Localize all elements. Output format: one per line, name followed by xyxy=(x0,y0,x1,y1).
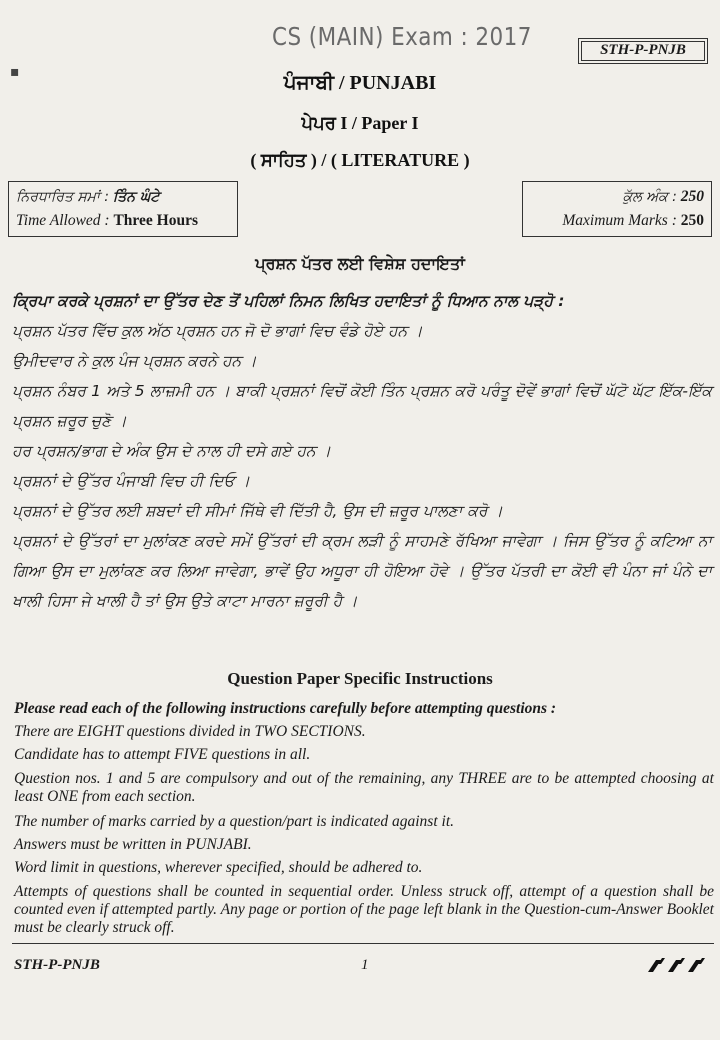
page-number: 1 xyxy=(361,957,369,973)
footer-divider xyxy=(12,943,714,944)
pa-instruction-line: ਪ੍ਰਸ਼ਨ ਨੰਬਰ 1 ਅਤੇ 5 ਲਾਜ਼ਮੀ ਹਨ । ਬਾਕੀ ਪ੍ਰਸ਼ਨਾਂ ਵਿਚੋਂ ਕੋਈ ਤਿੰਨ ਪ੍ਰਸ਼ਨ ਕਰੋ ਪਰੰਤੂ ਦੋਵੇਂ ਭਾਗਾਂ ਵਿਚੋਂ ਘੱਟੋ ਘੱਟ ਇੱਕ-ਇੱਕ ਪ੍ਰਸ਼ਨ ਜ਼ਰੂਰ ਚੁਣੋ । xyxy=(12,382,712,430)
pa-instruction-line: ਪ੍ਰਸ਼ਨਾਂ ਦੇ ਉੱਤਰ ਪੰਜਾਬੀ ਵਿਚ ਹੀ ਦਿਓ । xyxy=(12,472,251,490)
en-instruction-line: Please read each of the following instructions carefully before attempting questions : xyxy=(14,700,557,717)
footer-paper-code: STH-P-PNJB xyxy=(14,957,100,973)
en-instruction-line: Candidate has to attempt FIVE questions in all. xyxy=(14,746,311,763)
marks-value-pa: 250 xyxy=(680,188,704,205)
punjabi-instructions-heading: ਪ੍ਰਸ਼ਨ ਪੱਤਰ ਲਈ ਵਿਸ਼ੇਸ਼ ਹਦਾਇਤਾਂ xyxy=(255,254,465,273)
pa-instruction-line: ਪ੍ਰਸ਼ਨ ਪੱਤਰ ਵਿੱਚ ਕੁਲ ਅੱਠ ਪ੍ਰਸ਼ਨ ਹਨ ਜੋ ਦੋ ਭਾਗਾਂ ਵਿਚ ਵੰਡੇ ਹੋਏ ਹਨ । xyxy=(12,322,423,340)
paper-title: ਪੇਪਰ I / Paper I xyxy=(301,113,419,133)
pa-instruction-line: ਪ੍ਰਸ਼ਨਾਂ ਦੇ ਉੱਤਰਾਂ ਦਾ ਮੁਲਾਂਕਣ ਕਰਦੇ ਸਮੇਂ ਉੱਤਰਾਂ ਦੀ ਕ੍ਰਮ ਲੜੀ ਨੂੰ ਸਾਹਮਣੇ ਰੱਖਿਆ ਜਾਵੇਗਾ । ਜਿਸ ਉੱਤਰ ਨੂੰ ਕਟਿਆ ਨਾ ਗਿਆ ਉਸ ਦਾ ਮੁਲਾਂਕਣ ਕਰ ਲਿਆ ਜਾਵੇਗਾ, ਭਾਵੇਂ ਉਹ ਅਧੂਰਾ ਹੀ ਹੋਇਆ ਹੋਵੇ । ਉੱਤਰ ਪੱਤਰੀ ਦਾ ਕੋਈ ਵੀ ਪੰਨਾ ਜਾਂ ਪੰਨੇ ਦਾ ਖਾਲੀ ਹਿਸਾ ਜੇ ਖਾਲੀ ਹੈ ਤਾਂ ਉਸ ਉਤੇ ਕਾਟਾ ਮਾਰਨਾ ਜ਼ਰੂਰੀ ਹੈ । xyxy=(12,532,712,610)
en-instruction-line: Answers must be written in PUNJABI. xyxy=(14,836,252,853)
english-instructions xyxy=(14,697,714,937)
time-allowed-box xyxy=(8,181,238,237)
paper-code: STH-P-PNJB xyxy=(600,42,686,58)
maximum-marks-box xyxy=(522,181,712,237)
pa-instruction-line: ਕ੍ਰਿਪਾ ਕਰਕੇ ਪ੍ਰਸ਼ਨਾਂ ਦਾ ਉੱਤਰ ਦੇਣ ਤੋਂ ਪਹਿਲਾਂ ਨਿਮਨ ਲਿਖਿਤ ਹਦਾਇਤਾਂ ਨੂੰ ਧਿਆਨ ਨਾਲ ਪੜ੍ਹੋ : xyxy=(12,292,565,310)
marks-pa xyxy=(530,185,704,209)
time-value-pa: ਤਿੰਨ ਘੰਟੇ xyxy=(112,189,160,205)
pa-instruction-line: ਪ੍ਰਸ਼ਨਾਂ ਦੇ ਉੱਤਰ ਲਈ ਸ਼ਬਦਾਂ ਦੀ ਸੀਮਾਂ ਜਿੱਥੇ ਵੀ ਦਿੱਤੀ ਹੈ, ਉਸ ਦੀ ਜ਼ਰੂਰ ਪਾਲਣਾ ਕਰੋ । xyxy=(12,502,503,520)
paper-code-box xyxy=(578,38,708,64)
pa-instruction-line: ਉਮੀਦਵਾਰ ਨੇ ਕੁਲ ਪੰਜ ਪ੍ਰਸ਼ਨ ਕਰਨੇ ਹਨ । xyxy=(12,352,257,370)
english-instructions-heading: Question Paper Specific Instructions xyxy=(227,669,493,688)
time-label-pa: ਨਿਰਧਾਰਿਤ ਸਮਾਂ : xyxy=(16,189,110,205)
time-allowed-en xyxy=(16,209,230,233)
marks-label-pa: ਕੁੱਲ ਅੰਕ : xyxy=(622,189,677,205)
en-instruction-line: The number of marks carried by a question/part is indicated against it. xyxy=(14,813,455,830)
scan-dot: ▪ xyxy=(10,64,20,80)
en-instruction-line: Attempts of questions shall be counted in sequential order. Unless struck off, attempt of a question shall be counted even if attempted partly. Any page or portion of the page left blank in the Question-cum-Answer Booklet must be clearly struck off. xyxy=(14,883,714,936)
time-value-en: Three Hours xyxy=(113,212,198,229)
marks-label-en: Maximum Marks : xyxy=(562,212,677,229)
punjabi-instructions xyxy=(12,286,712,616)
marks-value-en: 250 xyxy=(680,212,704,229)
marks-en xyxy=(530,209,704,233)
pa-instruction-line: ਹਰ ਪ੍ਰਸ਼ਨ/ਭਾਗ ਦੇ ਅੰਕ ਉਸ ਦੇ ਨਾਲ ਹੀ ਦਸੇ ਗਏ ਹਨ । xyxy=(12,442,331,460)
subject-title: ਪੰਜਾਬੀ / PUNJABI xyxy=(283,72,437,94)
registration-marks-icon xyxy=(646,954,712,974)
exam-title: CS (MAIN) Exam : 2017 xyxy=(272,22,532,51)
section-title: ( ਸਾਹਿਤ ) / ( LITERATURE ) xyxy=(250,150,470,170)
time-allowed-pa xyxy=(16,185,230,209)
time-label-en: Time Allowed : xyxy=(16,212,110,229)
en-instruction-line: Word limit in questions, wherever specified, should be adhered to. xyxy=(14,859,423,876)
en-instruction-line: There are EIGHT questions divided in TWO SECTIONS. xyxy=(14,723,366,740)
en-instruction-line: Question nos. 1 and 5 are compulsory and out of the remaining, any THREE are to be attempted choosing at least ONE from each section. xyxy=(14,770,714,805)
